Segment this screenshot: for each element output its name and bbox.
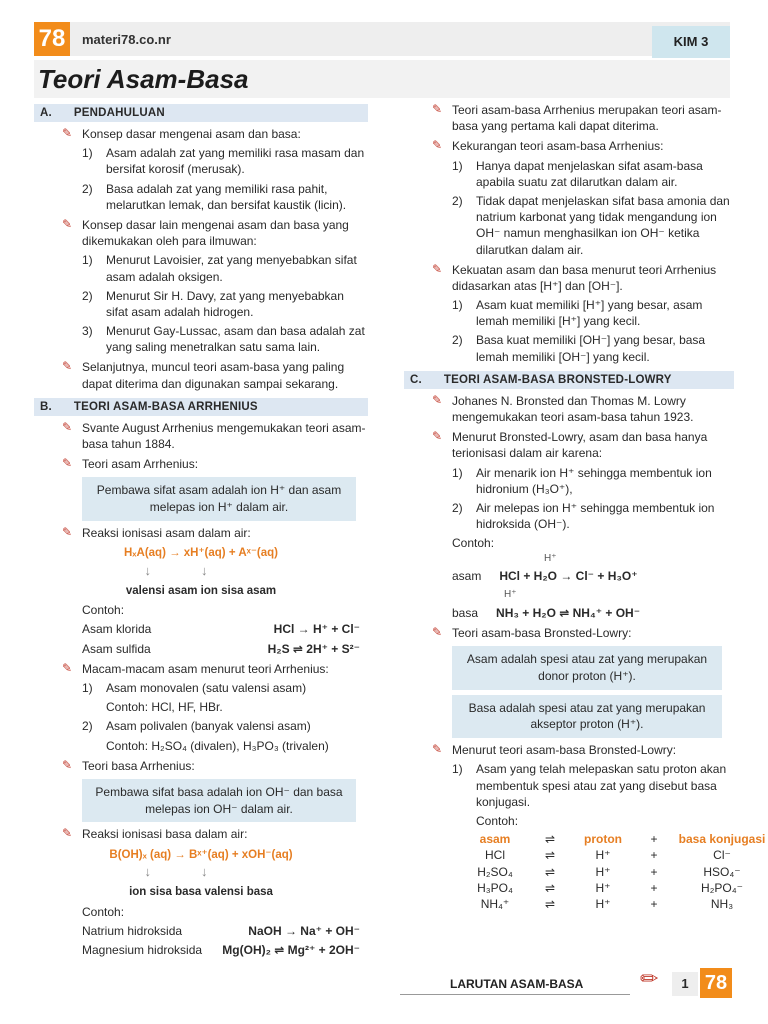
example-row (34, 942, 368, 958)
bullet: ✎ Selanjutnya, muncul teori asam-basa yang paling dapat diterima dan digunakan sampai sekarang. (34, 359, 368, 391)
section-letter: A. (40, 107, 52, 119)
table-cell: + (650, 896, 658, 911)
table-cell: ⇌ (544, 848, 556, 863)
proton-transfer-label: H⁺ (504, 589, 517, 601)
example-row (34, 621, 368, 637)
example-name: Natrium hidroksida (82, 923, 183, 938)
bullet: ✎ Teori basa Arrhenius: (34, 758, 368, 774)
table-cell: HSO₄⁻ (703, 864, 741, 879)
item-text: Asam polivalen (banyak valensi asam) (106, 719, 311, 734)
table-cell: H⁺ (595, 896, 611, 911)
definition-box: Asam adalah spesi atau zat yang merupakan donor proton (H⁺). (452, 646, 722, 690)
item-text: Tidak dapat menjelaskan sifat basa amonia dan natrium karbonat yang tidak mengandung ion OH⁻ namun menghasilkan ion OH⁻ ketika dilarutkan dalam air. (476, 193, 730, 257)
table-cell: HCl (485, 848, 505, 863)
table-cell: ⇌ (544, 864, 556, 879)
subject-badge: KIM 3 (652, 26, 730, 58)
table-cell: H₂PO₄⁻ (701, 880, 743, 895)
item-text: Asam monovalen (satu valensi asam) (106, 680, 307, 695)
example-row (34, 641, 368, 657)
item-text: Hanya dapat menjelaskan sifat asam-basa apabila suatu zat dilarutkan dalam air. (476, 158, 703, 189)
page-title: Teori Asam-Basa (38, 64, 249, 94)
table-cell: ⇌ (544, 880, 556, 895)
numbered-item: 1) Asam monovalen (satu valensi asam) (82, 680, 307, 695)
numbered-item: Contoh: HCl, HF, HBr. (106, 700, 223, 715)
item-text: Basa kuat memiliki [OH⁻] yang besar, basa lemah memiliki [OH⁻] yang kecil. (476, 333, 706, 364)
page-number: 1 (672, 972, 698, 996)
example-name: Magnesium hidroksida (82, 943, 203, 958)
equation-label: valensi asam ion sisa asam (125, 584, 277, 597)
example-equation: H₂S ⇌ 2H⁺ + S²⁻ (267, 641, 360, 656)
section-b-header (34, 398, 368, 416)
footer-logo: 78 (700, 968, 732, 998)
section-title: PENDAHULUAN (73, 107, 165, 119)
numbered-item: 2) Basa kuat memiliki [OH⁻] yang besar, basa lemah memiliki [OH⁻] yang kecil. (452, 333, 706, 364)
item-text: Menurut Gay-Lussac, asam dan basa adalah zat yang saling menetralkan satu sama lain. (106, 324, 365, 355)
example-equation: Mg(OH)₂ ⇌ Mg²⁺ + 2OH⁻ (222, 943, 360, 958)
table-cell: H₃PO₄ (477, 880, 513, 895)
footer-title: LARUTAN ASAM-BASA (450, 977, 584, 991)
equation-label: ion sisa basa valensi basa (129, 886, 273, 899)
section-title: TEORI ASAM-BASA ARRHENIUS (73, 400, 258, 413)
logo-badge: 78 (34, 22, 70, 56)
bullet: ✎ Svante August Arrhenius mengemukakan teori asam-basa tahun 1884. (34, 420, 368, 452)
bullet: ✎ Menurut teori asam-basa Bronsted-Lowry: (404, 742, 734, 758)
numbered-item: 3) Menurut Gay-Lussac, asam dan basa adalah zat yang saling menetralkan satu sama lain. (82, 324, 365, 355)
item-text: Menurut Sir H. Davy, zat yang menyebabkan sifat asam adalah hidrogen. (106, 288, 344, 319)
table-cell: H⁺ (595, 848, 611, 863)
bl-example-row (404, 605, 734, 621)
equation: HₓA(aq) → xH⁺(aq) + Aˣ⁻(aq) (124, 547, 278, 560)
table-cell: + (650, 864, 658, 879)
numbered-item: 1) Menurut Lavoisier, zat yang menyebabkan sifat asam adalah oksigen. (82, 253, 357, 284)
table-header: proton (584, 832, 622, 847)
example-equation: NaOH → Na⁺ + OH⁻ (248, 923, 360, 938)
table-cell: NH₃ (710, 896, 734, 911)
section-c-header (404, 371, 734, 389)
table-cell: + (650, 880, 658, 895)
contoh-label: Contoh: (476, 814, 519, 828)
table-cell: Cl⁻ (713, 848, 731, 863)
bullet: ✎ Teori asam-basa Arrhenius merupakan teori asam-basa yang pertama kali dapat diterima. (404, 102, 734, 134)
numbered-item: 2) Air melepas ion H⁺ sehingga membentuk ion hidroksida (OH⁻). (452, 500, 715, 532)
table-cell: H₂SO₄ (477, 864, 513, 879)
proton-transfer-label: H⁺ (544, 552, 557, 564)
numbered-item: 2) Menurut Sir H. Davy, zat yang menyebabkan sifat asam adalah hidrogen. (82, 288, 344, 319)
bullet: ✎ Menurut Bronsted-Lowry, asam dan basa hanya terionisasi dalam air karena: (404, 429, 734, 461)
numbered-item: 1) Hanya dapat menjelaskan sifat asam-basa apabila suatu zat dilarutkan dalam air. (452, 158, 703, 189)
contoh-label: Contoh: (82, 603, 125, 618)
bullet: ✎ Kekurangan teori asam-basa Arrhenius: (404, 138, 734, 154)
table-header: basa konjugasi (678, 832, 766, 847)
section-letter: B. (40, 400, 52, 413)
pencil-icon: ✏ (640, 966, 659, 991)
table-cell: H⁺ (595, 880, 611, 895)
numbered-item: Contoh: H₂SO₄ (divalen), H₃PO₃ (trivalen) (106, 738, 329, 753)
item-text: Asam yang telah melepaskan satu proton akan membentuk spesi atau zat yang disebut basa konjugasi. (476, 762, 727, 809)
numbered-item: 2) Basa adalah zat yang memiliki rasa pahit, melarutkan lemak, dan bersifat kaustik (licin). (82, 181, 347, 212)
table-header: + (650, 832, 658, 847)
bullet: ✎ Reaksi ionisasi asam dalam air: (34, 525, 368, 541)
example-name: basa (452, 605, 479, 620)
item-text: Menurut Lavoisier, zat yang menyebabkan sifat asam adalah oksigen. (106, 253, 357, 284)
bullet: ✎ Konsep dasar lain mengenai asam dan basa yang dikemukakan oleh para ilmuwan: (34, 217, 368, 249)
section-title: TEORI ASAM-BASA BRONSTED-LOWRY (443, 373, 672, 386)
numbered-item: 2) Asam polivalen (banyak valensi asam) (82, 719, 311, 734)
bullet: ✎ Johanes N. Bronsted dan Thomas M. Lowry mengemukakan teori asam-basa tahun 1923. (404, 393, 734, 425)
bullet: ✎ Teori asam Arrhenius: (34, 456, 368, 472)
example-row (34, 923, 368, 939)
right-column (404, 98, 766, 912)
numbered-item: 1) Asam adalah zat yang memiliki rasa masam dan bersifat korosif (merusak). (82, 146, 365, 177)
conjugate-table (404, 831, 766, 912)
item-text: Air menarik ion H⁺ sehingga membentuk ion hidronium (H₃O⁺), (476, 465, 712, 496)
table-cell: + (650, 848, 658, 863)
definition-box: Pembawa sifat basa adalah ion OH⁻ dan basa melepas ion OH⁻ dalam air. (82, 779, 356, 823)
site-url[interactable]: materi78.co.nr (82, 32, 171, 47)
item-text: Air melepas ion H⁺ sehingga membentuk ion hidroksida (OH⁻). (476, 500, 715, 532)
bullet: ✎ Konsep dasar mengenai asam dan basa: (34, 126, 368, 142)
item-text: Basa adalah zat yang memiliki rasa pahit, melarutkan lemak, dan bersifat kaustik (licin). (106, 181, 347, 212)
numbered-item: 1) Asam yang telah melepaskan satu proton akan membentuk spesi atau zat yang disebut basa konjugasi. (452, 762, 727, 809)
bullet: ✎ Macam-macam asam menurut teori Arrhenius: (34, 661, 368, 677)
definition-box: Basa adalah spesi atau zat yang merupakan akseptor proton (H⁺). (452, 695, 722, 739)
bullet: ✎ Kekuatan asam dan basa menurut teori Arrhenius didasarkan atas [H⁺] dan [OH⁻]. (404, 262, 734, 294)
table-header: ⇌ (544, 832, 556, 847)
example-equation: HCl → H⁺ + Cl⁻ (273, 622, 360, 637)
item-text: Asam kuat memiliki [H⁺] yang besar, asam lemah memiliki [H⁺] yang kecil. (476, 298, 703, 329)
table-cell: ⇌ (544, 896, 556, 911)
example-equation: HCl + H₂O → Cl⁻ + H₃O⁺ (499, 569, 638, 583)
section-letter: C. (410, 373, 422, 386)
bullet: ✎ Reaksi ionisasi basa dalam air: (34, 826, 368, 842)
table-cell: NH₄⁺ (480, 896, 510, 911)
down-arrows-icon: ↓↓ (144, 864, 258, 880)
definition-box: Pembawa sifat asam adalah ion H⁺ dan asam melepas ion H⁺ dalam air. (82, 477, 356, 521)
numbered-item: 1) Asam kuat memiliki [H⁺] yang besar, asam lemah memiliki [H⁺] yang kecil. (452, 298, 703, 329)
table-header: asam (479, 832, 511, 847)
contoh-label: Contoh: (82, 904, 125, 919)
bl-example-row (404, 568, 734, 584)
numbered-item: 2) Tidak dapat menjelaskan sifat basa amonia dan natrium karbonat yang tidak mengandung ion OH⁻ namun menghasilkan ion OH⁻ ketika dilarutkan dalam air. (452, 193, 730, 257)
equation: B(OH)ₓ (aq) → Bˣ⁺(aq) + xOH⁻(aq) (109, 848, 293, 861)
section-a-header (34, 104, 368, 122)
example-name: asam (452, 569, 482, 583)
footer-divider (400, 994, 630, 995)
left-column (34, 98, 368, 958)
item-text: Asam adalah zat yang memiliki rasa masam dan bersifat korosif (merusak). (106, 146, 365, 177)
example-name: Asam klorida (82, 622, 152, 637)
bullet: ✎ Teori asam-basa Bronsted-Lowry: (404, 625, 734, 641)
contoh-label: Contoh: (452, 536, 495, 551)
down-arrows-icon: ↓↓ (144, 562, 258, 578)
example-equation: NH₃ + H₂O ⇌ NH₄⁺ + OH⁻ (496, 605, 641, 620)
table-cell: H⁺ (595, 864, 611, 879)
example-name: Asam sulfida (82, 641, 151, 656)
numbered-item: 1) Air menarik ion H⁺ sehingga membentuk ion hidronium (H₃O⁺), (452, 465, 712, 496)
